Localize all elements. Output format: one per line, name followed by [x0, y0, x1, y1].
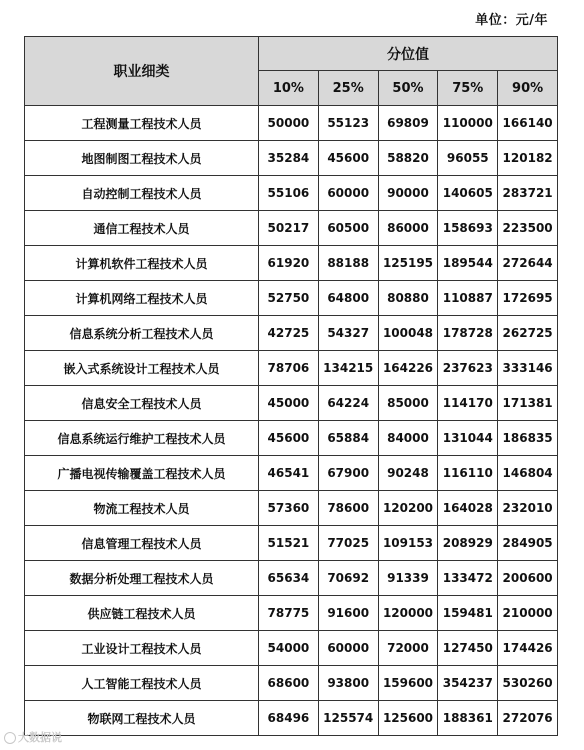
table-row [25, 666, 558, 701]
header-percentile: 75% [438, 71, 498, 106]
salary-value: 85000 [378, 386, 438, 421]
header-percentile: 10% [259, 71, 319, 106]
salary-value: 120000 [378, 596, 438, 631]
occupation-name: 数据分析处理工程技术人员 [25, 561, 259, 596]
unit-label: 单位：元/年 [475, 13, 548, 28]
salary-value: 35284 [259, 141, 319, 176]
salary-value: 223500 [498, 211, 558, 246]
salary-value: 64224 [318, 386, 378, 421]
salary-value: 60500 [318, 211, 378, 246]
salary-value: 91600 [318, 596, 378, 631]
salary-value: 120182 [498, 141, 558, 176]
salary-value: 110887 [438, 281, 498, 316]
salary-value: 284905 [498, 526, 558, 561]
table-row [25, 456, 558, 491]
salary-value: 140605 [438, 176, 498, 211]
occupation-name: 嵌入式系统设计工程技术人员 [25, 351, 259, 386]
salary-value: 55106 [259, 176, 319, 211]
table-row [25, 141, 558, 176]
salary-value: 68496 [259, 701, 319, 736]
occupation-name: 工业设计工程技术人员 [25, 631, 259, 666]
header-category: 职业细类 [25, 37, 259, 106]
table-row [25, 106, 558, 141]
salary-value: 116110 [438, 456, 498, 491]
salary-value: 188361 [438, 701, 498, 736]
salary-value: 77025 [318, 526, 378, 561]
table-row [25, 211, 558, 246]
table-row [25, 701, 558, 736]
salary-value: 45600 [318, 141, 378, 176]
salary-value: 54000 [259, 631, 319, 666]
occupation-name: 信息系统运行维护工程技术人员 [25, 421, 259, 456]
salary-value: 166140 [498, 106, 558, 141]
occupation-name: 信息安全工程技术人员 [25, 386, 259, 421]
salary-value: 55123 [318, 106, 378, 141]
salary-value: 65634 [259, 561, 319, 596]
salary-value: 80880 [378, 281, 438, 316]
salary-value: 164028 [438, 491, 498, 526]
salary-value: 232010 [498, 491, 558, 526]
salary-value: 164226 [378, 351, 438, 386]
salary-value: 57360 [259, 491, 319, 526]
salary-value: 88188 [318, 246, 378, 281]
salary-value: 78775 [259, 596, 319, 631]
salary-value: 72000 [378, 631, 438, 666]
salary-value: 120200 [378, 491, 438, 526]
salary-value: 189544 [438, 246, 498, 281]
occupation-name: 物流工程技术人员 [25, 491, 259, 526]
salary-value: 272076 [498, 701, 558, 736]
salary-value: 110000 [438, 106, 498, 141]
table-row [25, 386, 558, 421]
salary-value: 272644 [498, 246, 558, 281]
salary-value: 283721 [498, 176, 558, 211]
salary-percentile-table [24, 36, 558, 736]
watermark-text: 大数据说 [18, 731, 62, 744]
salary-value: 158693 [438, 211, 498, 246]
header-percentile: 90% [498, 71, 558, 106]
salary-value: 46541 [259, 456, 319, 491]
table-row [25, 316, 558, 351]
occupation-name: 自动控制工程技术人员 [25, 176, 259, 211]
header-percentile: 50% [378, 71, 438, 106]
occupation-name: 供应链工程技术人员 [25, 596, 259, 631]
salary-value: 60000 [318, 176, 378, 211]
salary-value: 178728 [438, 316, 498, 351]
salary-value: 64800 [318, 281, 378, 316]
salary-value: 159481 [438, 596, 498, 631]
salary-value: 42725 [259, 316, 319, 351]
salary-value: 90248 [378, 456, 438, 491]
table-row [25, 281, 558, 316]
salary-value: 100048 [378, 316, 438, 351]
salary-value: 68600 [259, 666, 319, 701]
salary-value: 109153 [378, 526, 438, 561]
occupation-name: 信息系统分析工程技术人员 [25, 316, 259, 351]
salary-value: 133472 [438, 561, 498, 596]
salary-value: 159600 [378, 666, 438, 701]
table-row [25, 246, 558, 281]
salary-value: 146804 [498, 456, 558, 491]
salary-value: 58820 [378, 141, 438, 176]
salary-value: 51521 [259, 526, 319, 561]
salary-value: 333146 [498, 351, 558, 386]
salary-value: 50000 [259, 106, 319, 141]
salary-value: 125574 [318, 701, 378, 736]
salary-value: 90000 [378, 176, 438, 211]
salary-value: 93800 [318, 666, 378, 701]
table-row [25, 596, 558, 631]
salary-value: 131044 [438, 421, 498, 456]
salary-value: 134215 [318, 351, 378, 386]
occupation-name: 地图制图工程技术人员 [25, 141, 259, 176]
salary-value: 78706 [259, 351, 319, 386]
salary-value: 125600 [378, 701, 438, 736]
salary-value: 186835 [498, 421, 558, 456]
table-row [25, 561, 558, 596]
salary-value: 52750 [259, 281, 319, 316]
salary-value: 96055 [438, 141, 498, 176]
salary-value: 61920 [259, 246, 319, 281]
occupation-name: 计算机网络工程技术人员 [25, 281, 259, 316]
salary-value: 70692 [318, 561, 378, 596]
salary-value: 354237 [438, 666, 498, 701]
salary-value: 91339 [378, 561, 438, 596]
table-row [25, 526, 558, 561]
occupation-name: 通信工程技术人员 [25, 211, 259, 246]
watermark-logo-icon [4, 732, 16, 744]
salary-value: 208929 [438, 526, 498, 561]
salary-value: 200600 [498, 561, 558, 596]
salary-value: 530260 [498, 666, 558, 701]
salary-value: 86000 [378, 211, 438, 246]
salary-value: 127450 [438, 631, 498, 666]
occupation-name: 人工智能工程技术人员 [25, 666, 259, 701]
salary-value: 262725 [498, 316, 558, 351]
header-percentile-group: 分位值 [259, 37, 558, 71]
salary-value: 69809 [378, 106, 438, 141]
watermark [4, 729, 62, 745]
table-row [25, 491, 558, 526]
occupation-name: 计算机软件工程技术人员 [25, 246, 259, 281]
table-row [25, 421, 558, 456]
salary-value: 125195 [378, 246, 438, 281]
occupation-name: 物联网工程技术人员 [25, 701, 259, 736]
salary-value: 172695 [498, 281, 558, 316]
table-row [25, 631, 558, 666]
salary-value: 50217 [259, 211, 319, 246]
salary-value: 65884 [318, 421, 378, 456]
salary-value: 67900 [318, 456, 378, 491]
occupation-name: 信息管理工程技术人员 [25, 526, 259, 561]
occupation-name: 广播电视传输覆盖工程技术人员 [25, 456, 259, 491]
salary-value: 171381 [498, 386, 558, 421]
salary-value: 174426 [498, 631, 558, 666]
table-row [25, 351, 558, 386]
salary-value: 210000 [498, 596, 558, 631]
salary-value: 54327 [318, 316, 378, 351]
salary-value: 84000 [378, 421, 438, 456]
salary-value: 45600 [259, 421, 319, 456]
salary-value: 237623 [438, 351, 498, 386]
occupation-name: 工程测量工程技术人员 [25, 106, 259, 141]
table-row [25, 176, 558, 211]
salary-value: 78600 [318, 491, 378, 526]
salary-value: 45000 [259, 386, 319, 421]
salary-value: 60000 [318, 631, 378, 666]
salary-value: 114170 [438, 386, 498, 421]
header-percentile: 25% [318, 71, 378, 106]
